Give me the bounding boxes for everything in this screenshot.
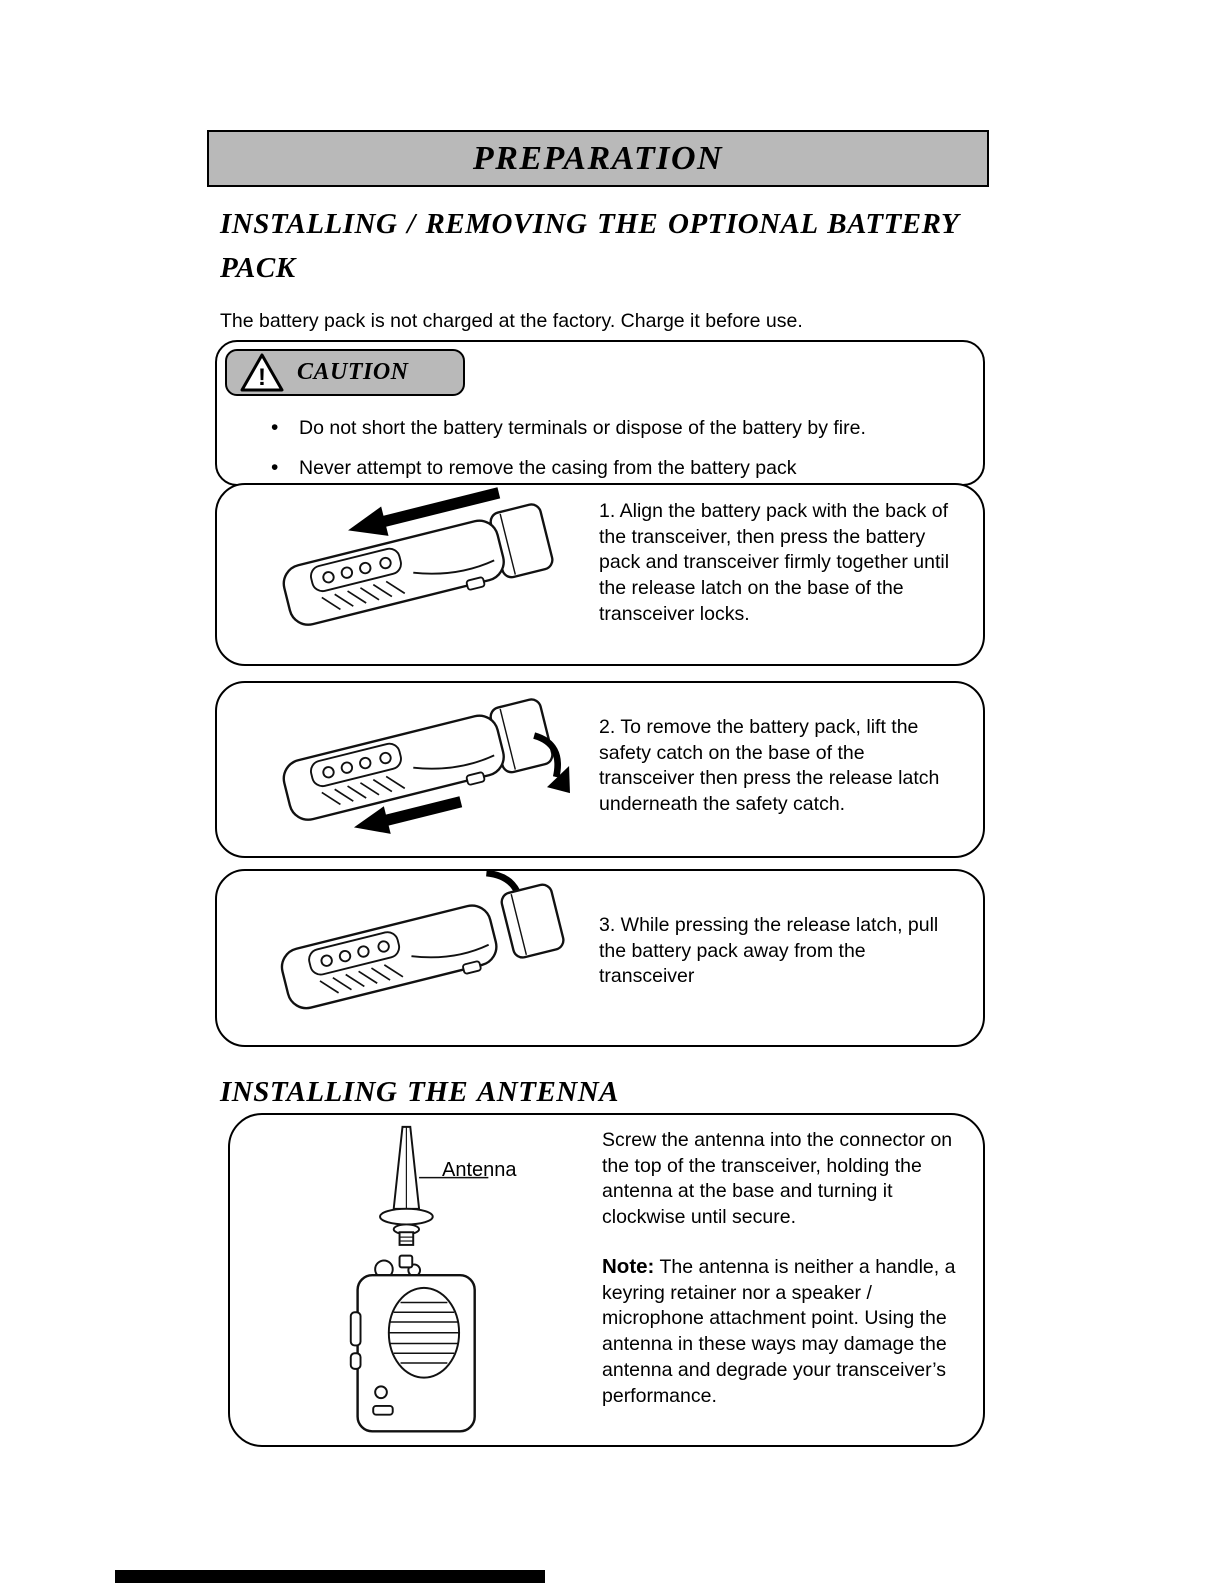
caution-bullet-text: Do not short the battery terminals or dispose of the battery by fire. xyxy=(299,417,866,439)
page-header-bar xyxy=(207,130,989,187)
note-label: Note: xyxy=(602,1254,655,1278)
step2-transceiver-illustration xyxy=(217,683,599,856)
step-box-3 xyxy=(215,869,985,1047)
antenna-note xyxy=(602,1253,962,1409)
antenna-text-column xyxy=(602,1115,974,1445)
step3-text: 3. While pressing the release latch, pull the battery pack away from the transceiver xyxy=(599,914,939,988)
step1-transceiver-illustration xyxy=(217,485,599,664)
warning-bang: ! xyxy=(258,363,266,391)
caution-box xyxy=(215,340,985,486)
caution-tab xyxy=(225,349,465,396)
footer-rule xyxy=(115,1570,545,1583)
caution-label: CAUTION xyxy=(297,359,409,385)
warning-triangle-icon xyxy=(239,352,285,394)
caution-bullet xyxy=(269,416,957,441)
antenna-illustration xyxy=(230,1115,602,1445)
caution-bullet xyxy=(269,456,957,481)
antenna-instruction: Screw the antenna into the connector on the top of the transceiver, holding the antenna at the base and turning it clockwise until secure. xyxy=(602,1129,953,1229)
step-box-2 xyxy=(215,681,985,858)
step2-text: 2. To remove the battery pack, lift the safety catch on the base of the transceiver then press the release latch underneath the safety catch. xyxy=(599,716,940,816)
antenna-box xyxy=(228,1113,985,1447)
note-text: The antenna is neither a handle, a keyring retainer nor a speaker / microphone attachment point. Using the antenna in these ways may damage the antenna and degrade your transceiver’s performance. xyxy=(602,1255,956,1407)
page-title: PREPARATION xyxy=(472,139,724,177)
step3-transceiver-illustration xyxy=(217,871,599,1045)
intro-text: The battery pack is not charged at the factory. Charge it before use. xyxy=(220,310,803,332)
antenna-diagram-label: Antenna xyxy=(442,1159,517,1181)
caution-bullet-text: Never attempt to remove the casing from the battery pack xyxy=(299,457,797,480)
section-title-battery: INSTALLING / REMOVING THE OPTIONAL BATTERY PACK xyxy=(220,208,959,284)
section-title-antenna: INSTALLING THE ANTENNA xyxy=(220,1076,620,1108)
step-box-1 xyxy=(215,483,985,666)
step1-text: 1. Align the battery pack with the back of the transceiver, then press the battery pack and transceiver firmly together until the release latch on the base of the transceiver locks. xyxy=(599,500,950,625)
